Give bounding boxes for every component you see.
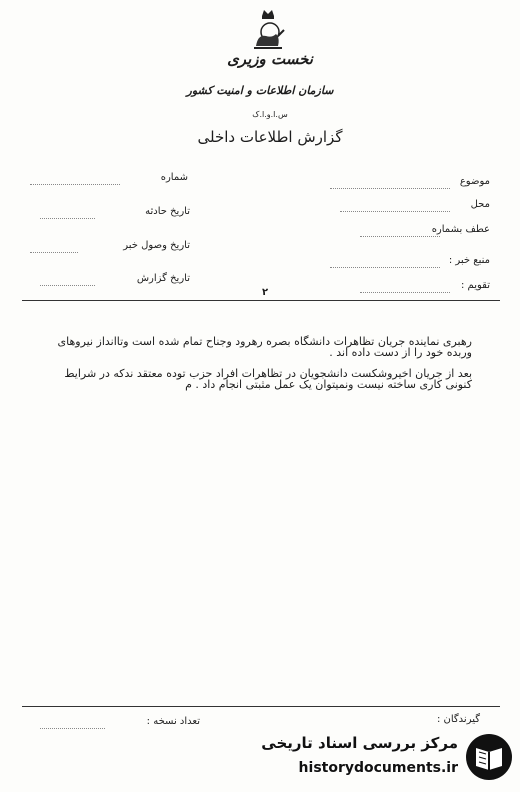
copies-line <box>40 728 105 729</box>
page-number: ۲ <box>262 287 269 298</box>
watermark <box>228 728 518 790</box>
field-report-date-label: تاریخ گزارش <box>136 273 190 284</box>
field-report-date-line <box>40 285 95 286</box>
ministry-name: نخست وزیری <box>227 50 313 68</box>
report-paragraph-1: رهبری نماینده جریان تظاهرات دانشگاه بصره رهرود وجناح تمام شده است وتاانداز نیروهای وربده خود را از دست داده اند . <box>57 335 472 359</box>
field-number-line <box>30 184 120 185</box>
header-divider <box>22 300 500 301</box>
document-title: گزارش اطلاعات داخلی <box>197 128 343 146</box>
organization-name: سازمان اطلاعات و امنیت کشور <box>186 84 334 97</box>
field-receipt-date-line <box>30 252 78 253</box>
copies-label: تعداد نسخه : <box>146 716 200 727</box>
field-reference-label: عطف بشماره <box>431 224 490 235</box>
field-incident-date-line <box>40 218 95 219</box>
field-subject-label: موضوع <box>459 176 490 187</box>
field-place-label: محل <box>470 199 490 210</box>
field-assessment-label: تقویم : <box>461 280 490 291</box>
organization-code: س.ا.و.ا.ک <box>252 110 288 119</box>
field-receipt-date-label: تاریخ وصول خبر <box>123 240 190 251</box>
field-news-source-label: منبع خبر : <box>448 255 490 266</box>
book-logo-icon <box>464 732 514 782</box>
field-incident-date-label: تاریخ حادثه <box>145 206 190 217</box>
lion-and-sun-emblem-icon <box>248 8 288 52</box>
field-subject-line <box>330 188 450 189</box>
field-news-source-line <box>330 267 440 268</box>
recipients-label: گیرندگان : <box>436 714 480 725</box>
footer-divider <box>22 706 500 707</box>
field-number-label: شماره <box>160 172 188 183</box>
watermark-name: مرکز بررسی اسناد تاریخی <box>261 734 458 752</box>
field-place-line <box>340 211 450 212</box>
field-reference-line <box>360 236 440 237</box>
report-body <box>40 336 472 400</box>
watermark-url[interactable]: historydocuments.ir <box>298 760 458 776</box>
field-assessment-line <box>360 292 450 293</box>
report-paragraph-2: بعد از جریان اخیروشکست دانشجویان در تظاهرات افراد حزب توده معتقد ندکه در شرایط کنونی کاری ساخته نیست ونمیتوان یک عمل مثبتی انجام داد . م <box>64 367 472 391</box>
